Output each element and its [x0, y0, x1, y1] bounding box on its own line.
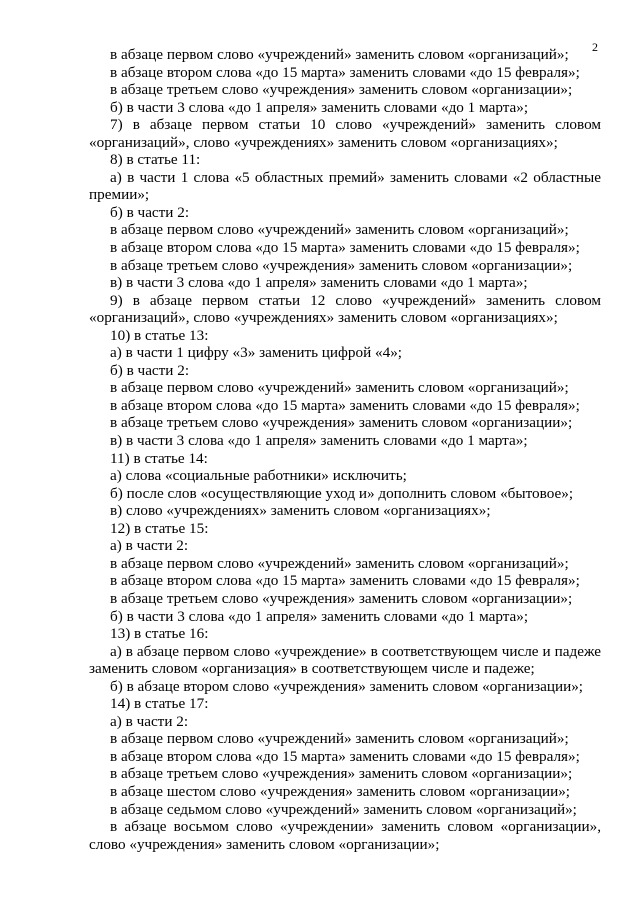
text-line: 13) в статье 16: [110, 625, 209, 643]
text-line: а) в части 2: [110, 537, 189, 555]
text-line: в абзаце первом слово «учреждений» заменить словом «организаций»; [110, 554, 569, 572]
text-line: в абзаце первом слово «учреждений» заменить словом «организаций»; [110, 221, 569, 239]
text-line: в абзаце третьем слово «учреждения» заменить словом «организации»; [110, 256, 573, 274]
text-line: в абзаце третьем слово «учреждения» заменить словом «организации»; [110, 414, 573, 432]
text-line: а) в части 1 цифру «3» заменить цифрой «4»; [110, 344, 403, 362]
text-line: премии»; [89, 186, 150, 204]
text-line: в абзаце втором слова «до 15 марта» заменить словами «до 15 февраля»; [110, 63, 580, 81]
text-line: б) после слов «осуществляющие уход и» дополнить словом «бытовое»; [110, 484, 574, 502]
text-line: а) в части 2: [110, 712, 189, 730]
text-line: б) в части 2: [110, 203, 190, 221]
text-line: в абзаце втором слова «до 15 марта» заменить словами «до 15 февраля»; [110, 572, 580, 590]
text-line: б) в абзаце втором слово «учреждения» заменить словом «организации»; [110, 677, 584, 695]
text-line: 8) в статье 11: [110, 151, 201, 169]
text-line: «организаций», слово «учреждениях» заменить словом «организациях»; [89, 133, 558, 151]
text-line: 14) в статье 17: [110, 695, 209, 713]
text-line: в абзаце первом слово «учреждений» заменить словом «организаций»; [110, 46, 569, 63]
text-line: в абзаце восьмом слово «учреждении» заменить словом «организации», [110, 818, 601, 836]
page-number: 2 [592, 40, 598, 54]
text-line: в абзаце третьем слово «учреждения» заменить словом «организации»; [110, 589, 573, 607]
text-line: б) в части 2: [110, 361, 190, 379]
text-line: 11) в статье 14: [110, 449, 208, 467]
document-body [89, 46, 601, 853]
text-line: в абзаце третьем слово «учреждения» заменить словом «организации»; [110, 765, 573, 783]
text-line: в абзаце третьем слово «учреждения» заменить словом «организации»; [110, 81, 573, 99]
text-line: в) слово «учреждениях» заменить словом «организациях»; [110, 502, 491, 520]
text-line: 7) в абзаце первом статьи 10 слово «учреждений» заменить словом [110, 116, 601, 134]
text-line: 9) в абзаце первом статьи 12 слово «учреждений» заменить словом [110, 291, 601, 309]
text-line: «организаций», слово «учреждениях» заменить словом «организациях»; [89, 309, 558, 327]
text-line: в абзаце втором слова «до 15 марта» заменить словами «до 15 февраля»; [110, 747, 580, 765]
text-line: в абзаце первом слово «учреждений» заменить словом «организаций»; [110, 379, 569, 397]
text-line: б) в части 3 слова «до 1 апреля» заменить словами «до 1 марта»; [110, 607, 529, 625]
text-line: в абзаце первом слово «учреждений» заменить словом «организаций»; [110, 730, 569, 748]
text-line: в абзаце втором слова «до 15 марта» заменить словами «до 15 февраля»; [110, 396, 580, 414]
text-line: в) в части 3 слова «до 1 апреля» заменить словами «до 1 марта»; [110, 274, 528, 292]
text-line: б) в части 3 слова «до 1 апреля» заменить словами «до 1 марта»; [110, 98, 529, 116]
text-line: а) в части 1 слова «5 областных премий» заменить словами «2 областные [110, 168, 601, 186]
text-line: а) слова «социальные работники» исключить; [110, 467, 407, 485]
text-line: в абзаце втором слова «до 15 марта» заменить словами «до 15 февраля»; [110, 239, 580, 257]
text-line: в абзаце седьмом слово «учреждений» заменить словом «организаций»; [110, 800, 577, 818]
text-line: слово «учреждения» заменить словом «организации»; [89, 835, 440, 853]
text-line: в абзаце шестом слово «учреждения» заменить словом «организации»; [110, 782, 571, 800]
text-line: 12) в статье 15: [110, 519, 209, 537]
text-line: а) в абзаце первом слово «учреждение» в соответствующем числе и падеже [110, 642, 601, 660]
text-line: 10) в статье 13: [110, 326, 209, 344]
text-line: заменить словом «организация» в соответствующем числе и падеже; [89, 660, 535, 678]
text-line: в) в части 3 слова «до 1 апреля» заменить словами «до 1 марта»; [110, 432, 528, 450]
